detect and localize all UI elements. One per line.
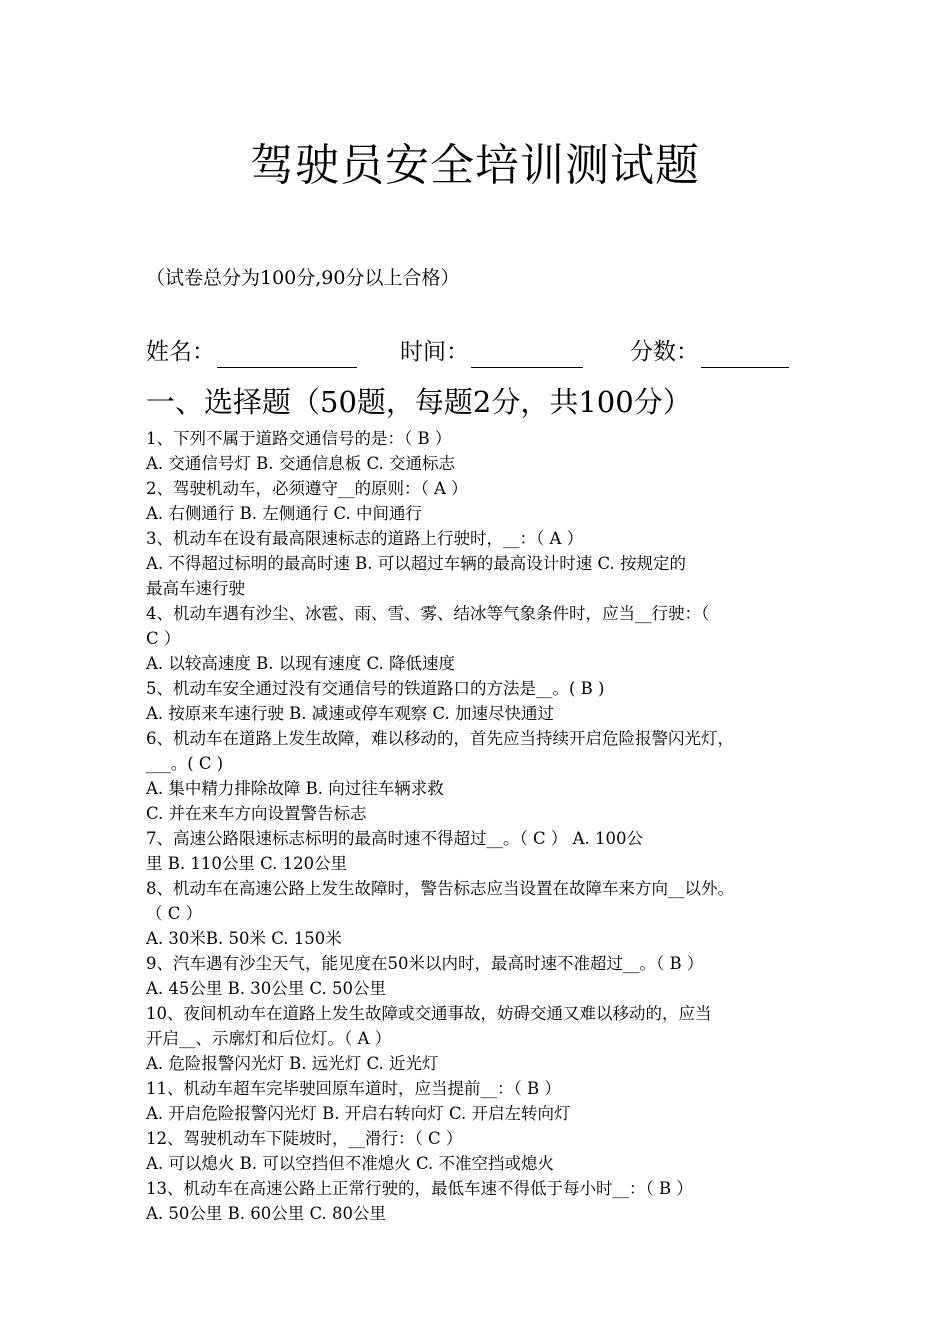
option-line: A. 交通信号灯 B. 交通信息板 C. 交通标志	[146, 454, 456, 473]
question-line: 12、驾驶机动车下陡坡时，__滑行：（ C ）	[146, 1129, 463, 1148]
question-line: 6、机动车在道路上发生故障，难以移动的，首先应当持续开启危险报警闪光灯，	[146, 729, 734, 748]
score-label: 分数：	[630, 339, 699, 365]
question-line: 开启__、示廓灯和后位灯。（ A ）	[146, 1029, 392, 1048]
section-heading: 一、选择题（50题，每题2分，共100分）	[146, 385, 692, 419]
question-line: 2、驾驶机动车，必须遵守__的原则：（ A ）	[146, 479, 468, 498]
question-line: （ C ）	[146, 904, 203, 923]
option-line: 最高车速行驶	[146, 579, 245, 598]
question-line: ___。( C )	[146, 754, 224, 773]
question-line: 4、机动车遇有沙尘、冰雹、雨、雪、雾、结冰等气象条件时，应当__行驶：（	[146, 604, 710, 623]
question-line: 8、机动车在高速公路上发生故障时，警告标志应当设置在故障车来方向__以外。	[146, 879, 734, 898]
exam-subtitle: （试卷总分为100分,90分以上合格）	[146, 267, 460, 289]
option-line: A. 集中精力排除故障 B. 向过往车辆求救	[146, 779, 444, 798]
time-blank[interactable]	[471, 343, 583, 368]
option-line: A. 按原来车速行驶 B. 减速或停车观察 C. 加速尽快通过	[146, 704, 555, 723]
option-line: A. 危险报警闪光灯 B. 远光灯 C. 近光灯	[146, 1054, 439, 1073]
option-line: A. 不得超过标明的最高时速 B. 可以超过车辆的最高设计时速 C. 按规定的	[146, 554, 687, 573]
question-list	[146, 426, 816, 1226]
question-line: 10、夜间机动车在道路上发生故障或交通事故，妨碍交通又难以移动的，应当	[146, 1004, 712, 1023]
page-title: 驾驶员安全培训测试题	[250, 140, 700, 191]
option-line: A. 30米B. 50米 C. 150米	[146, 929, 342, 948]
time-label: 时间：	[400, 339, 469, 365]
question-line: 7、高速公路限速标志标明的最高时速不得超过__。（ C ） A. 100公	[146, 829, 644, 848]
question-line: 3、机动车在设有最高限速标志的道路上行驶时，__：（ A ）	[146, 529, 584, 548]
question-line: 13、机动车在高速公路上正常行驶的，最低车速不得低于每小时__：（ B ）	[146, 1179, 693, 1198]
option-line: A. 以较高速度 B. 以现有速度 C. 降低速度	[146, 654, 456, 673]
question-line: 5、机动车安全通过没有交通信号的铁道路口的方法是__。( B )	[146, 679, 605, 698]
question-line: C ）	[146, 629, 181, 648]
option-line: 里 B. 110公里 C. 120公里	[146, 854, 348, 873]
option-line: A. 50公里 B. 60公里 C. 80公里	[146, 1204, 387, 1223]
name-label: 姓名：	[146, 339, 215, 365]
score-blank[interactable]	[701, 343, 789, 368]
score-field[interactable]	[630, 336, 789, 368]
time-field[interactable]	[400, 336, 583, 368]
name-blank[interactable]	[217, 343, 357, 368]
option-line: C. 并在来车方向设置警告标志	[146, 804, 367, 823]
option-line: A. 可以熄火 B. 可以空挡但不准熄火 C. 不准空挡或熄火	[146, 1154, 555, 1173]
question-line: 9、汽车遇有沙尘天气，能见度在50米以内时，最高时速不准超过__。（ B ）	[146, 954, 704, 973]
question-line: 11、机动车超车完毕驶回原车道时，应当提前__：（ B ）	[146, 1079, 561, 1098]
option-line: A. 右侧通行 B. 左侧通行 C. 中间通行	[146, 504, 423, 523]
name-field[interactable]	[146, 336, 357, 368]
option-line: A. 开启危险报警闪光灯 B. 开启右转向灯 C. 开启左转向灯	[146, 1104, 571, 1123]
option-line: A. 45公里 B. 30公里 C. 50公里	[146, 979, 387, 998]
question-line: 1、下列不属于道路交通信号的是：（ B ）	[146, 429, 452, 448]
